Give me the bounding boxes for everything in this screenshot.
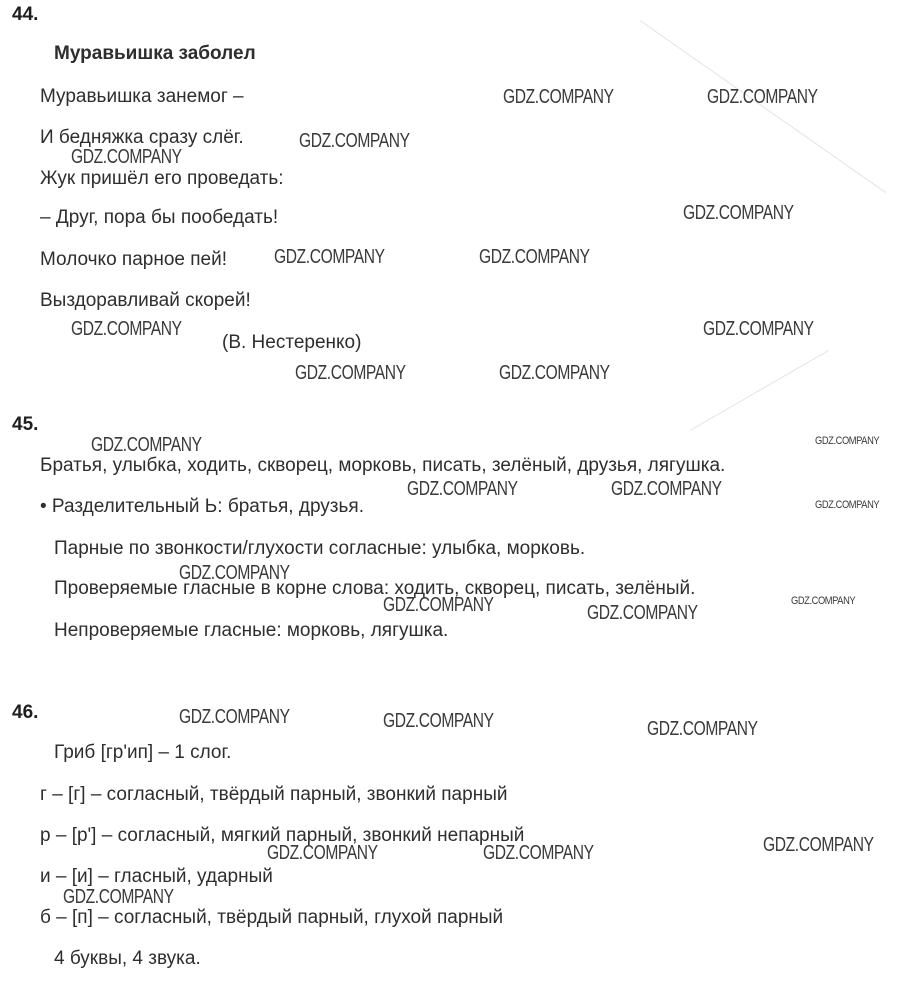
watermark: GDZ.COMPANY xyxy=(647,718,758,740)
watermark: GDZ.COMPANY xyxy=(91,434,202,456)
answer-line: • Разделительный Ь: братья, друзья. xyxy=(40,496,364,517)
watermark: GDZ.COMPANY xyxy=(503,86,614,108)
answer-line: б – [п] – согласный, твёрдый парный, глухой парный xyxy=(40,907,504,928)
watermark: GDZ.COMPANY xyxy=(383,710,494,732)
answer-line: Гриб [гр'ип] – 1 слог. xyxy=(54,742,232,763)
watermark: GDZ.COMPANY xyxy=(274,246,385,268)
watermark: GDZ.COMPANY xyxy=(791,595,856,607)
poem-line: Молочко парное пей! xyxy=(40,249,227,270)
watermark: GDZ.COMPANY xyxy=(611,478,722,500)
watermark: GDZ.COMPANY xyxy=(479,246,590,268)
word-list: Братья, улыбка, ходить, скворец, морковь, писать, зелёный, друзья, лягушка. xyxy=(40,455,726,476)
answer-line: Проверяемые гласные в корне слова: ходить, скворец, писать, зелёный. xyxy=(54,578,696,599)
watermark: GDZ.COMPANY xyxy=(179,706,290,728)
watermark: GDZ.COMPANY xyxy=(815,499,880,511)
poem-line: Муравьишка занемог – xyxy=(40,86,244,107)
poem-author: (В. Нестеренко) xyxy=(222,332,362,353)
poem-line: И бедняжка сразу слёг. xyxy=(40,127,244,148)
answer-line: Парные по звонкости/глухости согласные: улыбка, морковь. xyxy=(54,538,586,559)
watermark: GDZ.COMPANY xyxy=(707,86,818,108)
watermark: GDZ.COMPANY xyxy=(71,318,182,340)
poem-title: Муравьишка заболел xyxy=(54,43,256,64)
decorative-line xyxy=(690,350,829,431)
answer-line: р – [р'] – согласный, мягкий парный, звонкий непарный xyxy=(40,825,525,846)
watermark: GDZ.COMPANY xyxy=(407,478,518,500)
poem-line: Выздоравливай скорей! xyxy=(40,290,251,311)
watermark: GDZ.COMPANY xyxy=(63,886,174,908)
watermark: GDZ.COMPANY xyxy=(383,594,494,616)
exercise-number: 46. xyxy=(12,702,39,723)
watermark: GDZ.COMPANY xyxy=(71,146,182,168)
answer-line: и – [и] – гласный, ударный xyxy=(40,866,273,887)
watermark: GDZ.COMPANY xyxy=(703,318,814,340)
watermark: GDZ.COMPANY xyxy=(763,834,874,856)
watermark: GDZ.COMPANY xyxy=(483,842,594,864)
watermark: GDZ.COMPANY xyxy=(683,202,794,224)
watermark: GDZ.COMPANY xyxy=(295,362,406,384)
exercise-number: 45. xyxy=(12,414,39,435)
answer-line: Непроверяемые гласные: морковь, лягушка. xyxy=(54,620,449,641)
answer-line: 4 буквы, 4 звука. xyxy=(54,948,201,969)
watermark: GDZ.COMPANY xyxy=(179,562,290,584)
watermark: GDZ.COMPANY xyxy=(815,435,880,447)
watermark: GDZ.COMPANY xyxy=(499,362,610,384)
answer-line: г – [г] – согласный, твёрдый парный, звонкий парный xyxy=(40,784,508,805)
exercise-number: 44. xyxy=(12,4,39,25)
watermark: GDZ.COMPANY xyxy=(299,130,410,152)
watermark: GDZ.COMPANY xyxy=(587,602,698,624)
poem-line: – Друг, пора бы пообедать! xyxy=(40,207,279,228)
watermark: GDZ.COMPANY xyxy=(267,842,378,864)
poem-line: Жук пришёл его проведать: xyxy=(40,168,284,189)
